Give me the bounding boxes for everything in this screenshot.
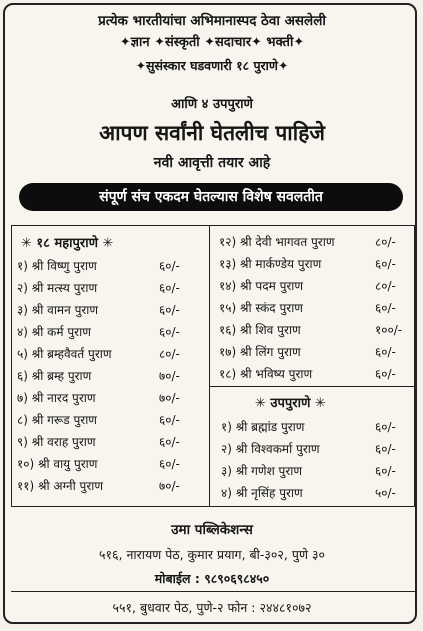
list-item xyxy=(221,417,419,437)
list-item xyxy=(221,461,419,481)
purana-name: ११) श्री अग्नी पुराण xyxy=(17,479,104,493)
list-item xyxy=(17,344,203,364)
purana-price: ६०/- xyxy=(159,435,180,449)
purana-name: ५) श्री ब्रम्हवैवर्त पुराण xyxy=(17,347,112,361)
publisher-address-secondary: ५५१, बुधवार पेठ, पुणे-२ फोन : २४४८१०७२ xyxy=(112,600,312,615)
list-item xyxy=(17,256,203,276)
purana-name: ३) श्री वामन पुराण xyxy=(17,303,99,317)
advertisement-sheet xyxy=(3,3,417,624)
purana-price: ६०/- xyxy=(375,367,396,381)
list-item xyxy=(17,454,203,474)
purana-name: ३) श्री गणेश पुराण xyxy=(221,464,303,478)
puranas-line: ✦सुसंस्कार घडवणारी १८ पुराणे✦ xyxy=(135,58,289,73)
list-item xyxy=(17,300,203,320)
list-item xyxy=(221,439,419,459)
main-headline: आपण सर्वांनी घेतलीच पाहिजे xyxy=(99,121,325,145)
list-item xyxy=(17,476,203,496)
uppurane-heading: ✳ उपपुराणे ✳ xyxy=(255,396,326,411)
purana-price: ८०/- xyxy=(375,235,396,249)
virtues-line: ✦ज्ञान ✦संस्कृती ✦सदाचार✦ भक्ती✦ xyxy=(119,35,305,50)
list-item xyxy=(219,342,419,362)
list-item xyxy=(17,410,203,430)
list-item xyxy=(17,322,203,342)
purana-price: ६०/- xyxy=(375,301,396,315)
purana-name: १२) श्री देवी भागवत पुराण xyxy=(219,235,335,249)
purana-price: ५०/- xyxy=(375,486,396,500)
purana-price: ६०/- xyxy=(159,281,180,295)
list-item xyxy=(219,364,419,384)
list-item xyxy=(17,432,203,452)
purana-name: ७) श्री नारद पुराण xyxy=(17,391,96,405)
purana-name: ४) श्री नृसिंह पुराण xyxy=(221,486,303,500)
publisher-name: उमा पब्लिकेशन्स xyxy=(171,522,253,538)
purana-price: ८०/- xyxy=(375,279,396,293)
purana-name: १०) श्री वायु पुराण xyxy=(17,457,98,471)
purana-name: १३) श्री मार्कण्डेय पुराण xyxy=(219,257,322,271)
list-item xyxy=(17,388,203,408)
purana-price: ६०/- xyxy=(375,442,396,456)
list-item xyxy=(17,366,203,386)
purana-price: ६०/- xyxy=(375,345,396,359)
list-item xyxy=(221,483,419,503)
purana-name: ६) श्री ब्रम्ह पुराण xyxy=(17,369,92,383)
purana-price: ८०/- xyxy=(159,347,180,361)
section-divider xyxy=(209,386,415,387)
purana-name: १) श्री विष्णु पुराण xyxy=(17,259,97,273)
purana-name: ४) श्री कर्म पुराण xyxy=(17,325,91,339)
purana-price: ६०/- xyxy=(159,413,180,427)
list-item xyxy=(219,232,419,252)
purana-price: ६०/- xyxy=(375,257,396,271)
purana-price: ६०/- xyxy=(159,457,180,471)
footer-divider xyxy=(11,591,415,592)
upapurana-line: आणि ४ उपपुराणे xyxy=(171,97,253,112)
purana-price: ७०/- xyxy=(159,391,180,405)
purana-name: ९) श्री वराह पुराण xyxy=(17,435,96,449)
purana-price: ६०/- xyxy=(159,303,180,317)
purana-name: ८) श्री गरूड पुराण xyxy=(17,413,97,427)
purana-price: ६०/- xyxy=(375,420,396,434)
list-item xyxy=(219,320,419,340)
list-item xyxy=(219,298,419,318)
purana-price: ७०/- xyxy=(159,369,180,383)
purana-name: २) श्री विश्वकर्मा पुराण xyxy=(221,442,320,456)
purana-name: १) श्री ब्रह्मांड पुराण xyxy=(221,420,305,434)
purana-price: ६०/- xyxy=(159,259,180,273)
purana-price: १००/- xyxy=(375,323,403,337)
publisher-address: ५१६, नारायण पेठ, कुमार प्रयाग, बी-३०२, पुणे ३० xyxy=(99,547,325,562)
intro-line: प्रत्येक भारतीयांचा अभिमानास्पद ठेवा असलेली xyxy=(98,13,326,29)
list-item xyxy=(17,278,203,298)
column-divider xyxy=(209,225,210,507)
purana-price: ६०/- xyxy=(159,325,180,339)
purana-price: ७०/- xyxy=(159,479,180,493)
purana-name: १७) श्री लिंग पुराण xyxy=(219,345,301,359)
purana-name: २) श्री मत्स्य पुराण xyxy=(17,281,98,295)
publisher-mobile: मोबाईल : ९८९०६९८४५० xyxy=(154,571,270,586)
mahapurane-heading: ✳ १८ महापुराणे ✳ xyxy=(21,236,114,251)
purana-price: ६०/- xyxy=(375,464,396,478)
discount-banner: संपूर्ण संच एकदम घेतल्यास विशेष सवलतीत xyxy=(19,183,403,211)
purana-name: १४) श्री पदम पुराण xyxy=(219,279,304,293)
purana-name: १८) श्री भविष्य पुराण xyxy=(219,367,313,381)
purana-name: १५) श्री स्कंद पुराण xyxy=(219,301,303,315)
list-item xyxy=(219,254,419,274)
new-edition-line: नवी आवृत्ती तयार आहे xyxy=(153,155,271,171)
purana-name: १६) श्री शिव पुराण xyxy=(219,323,301,337)
list-item xyxy=(219,276,419,296)
